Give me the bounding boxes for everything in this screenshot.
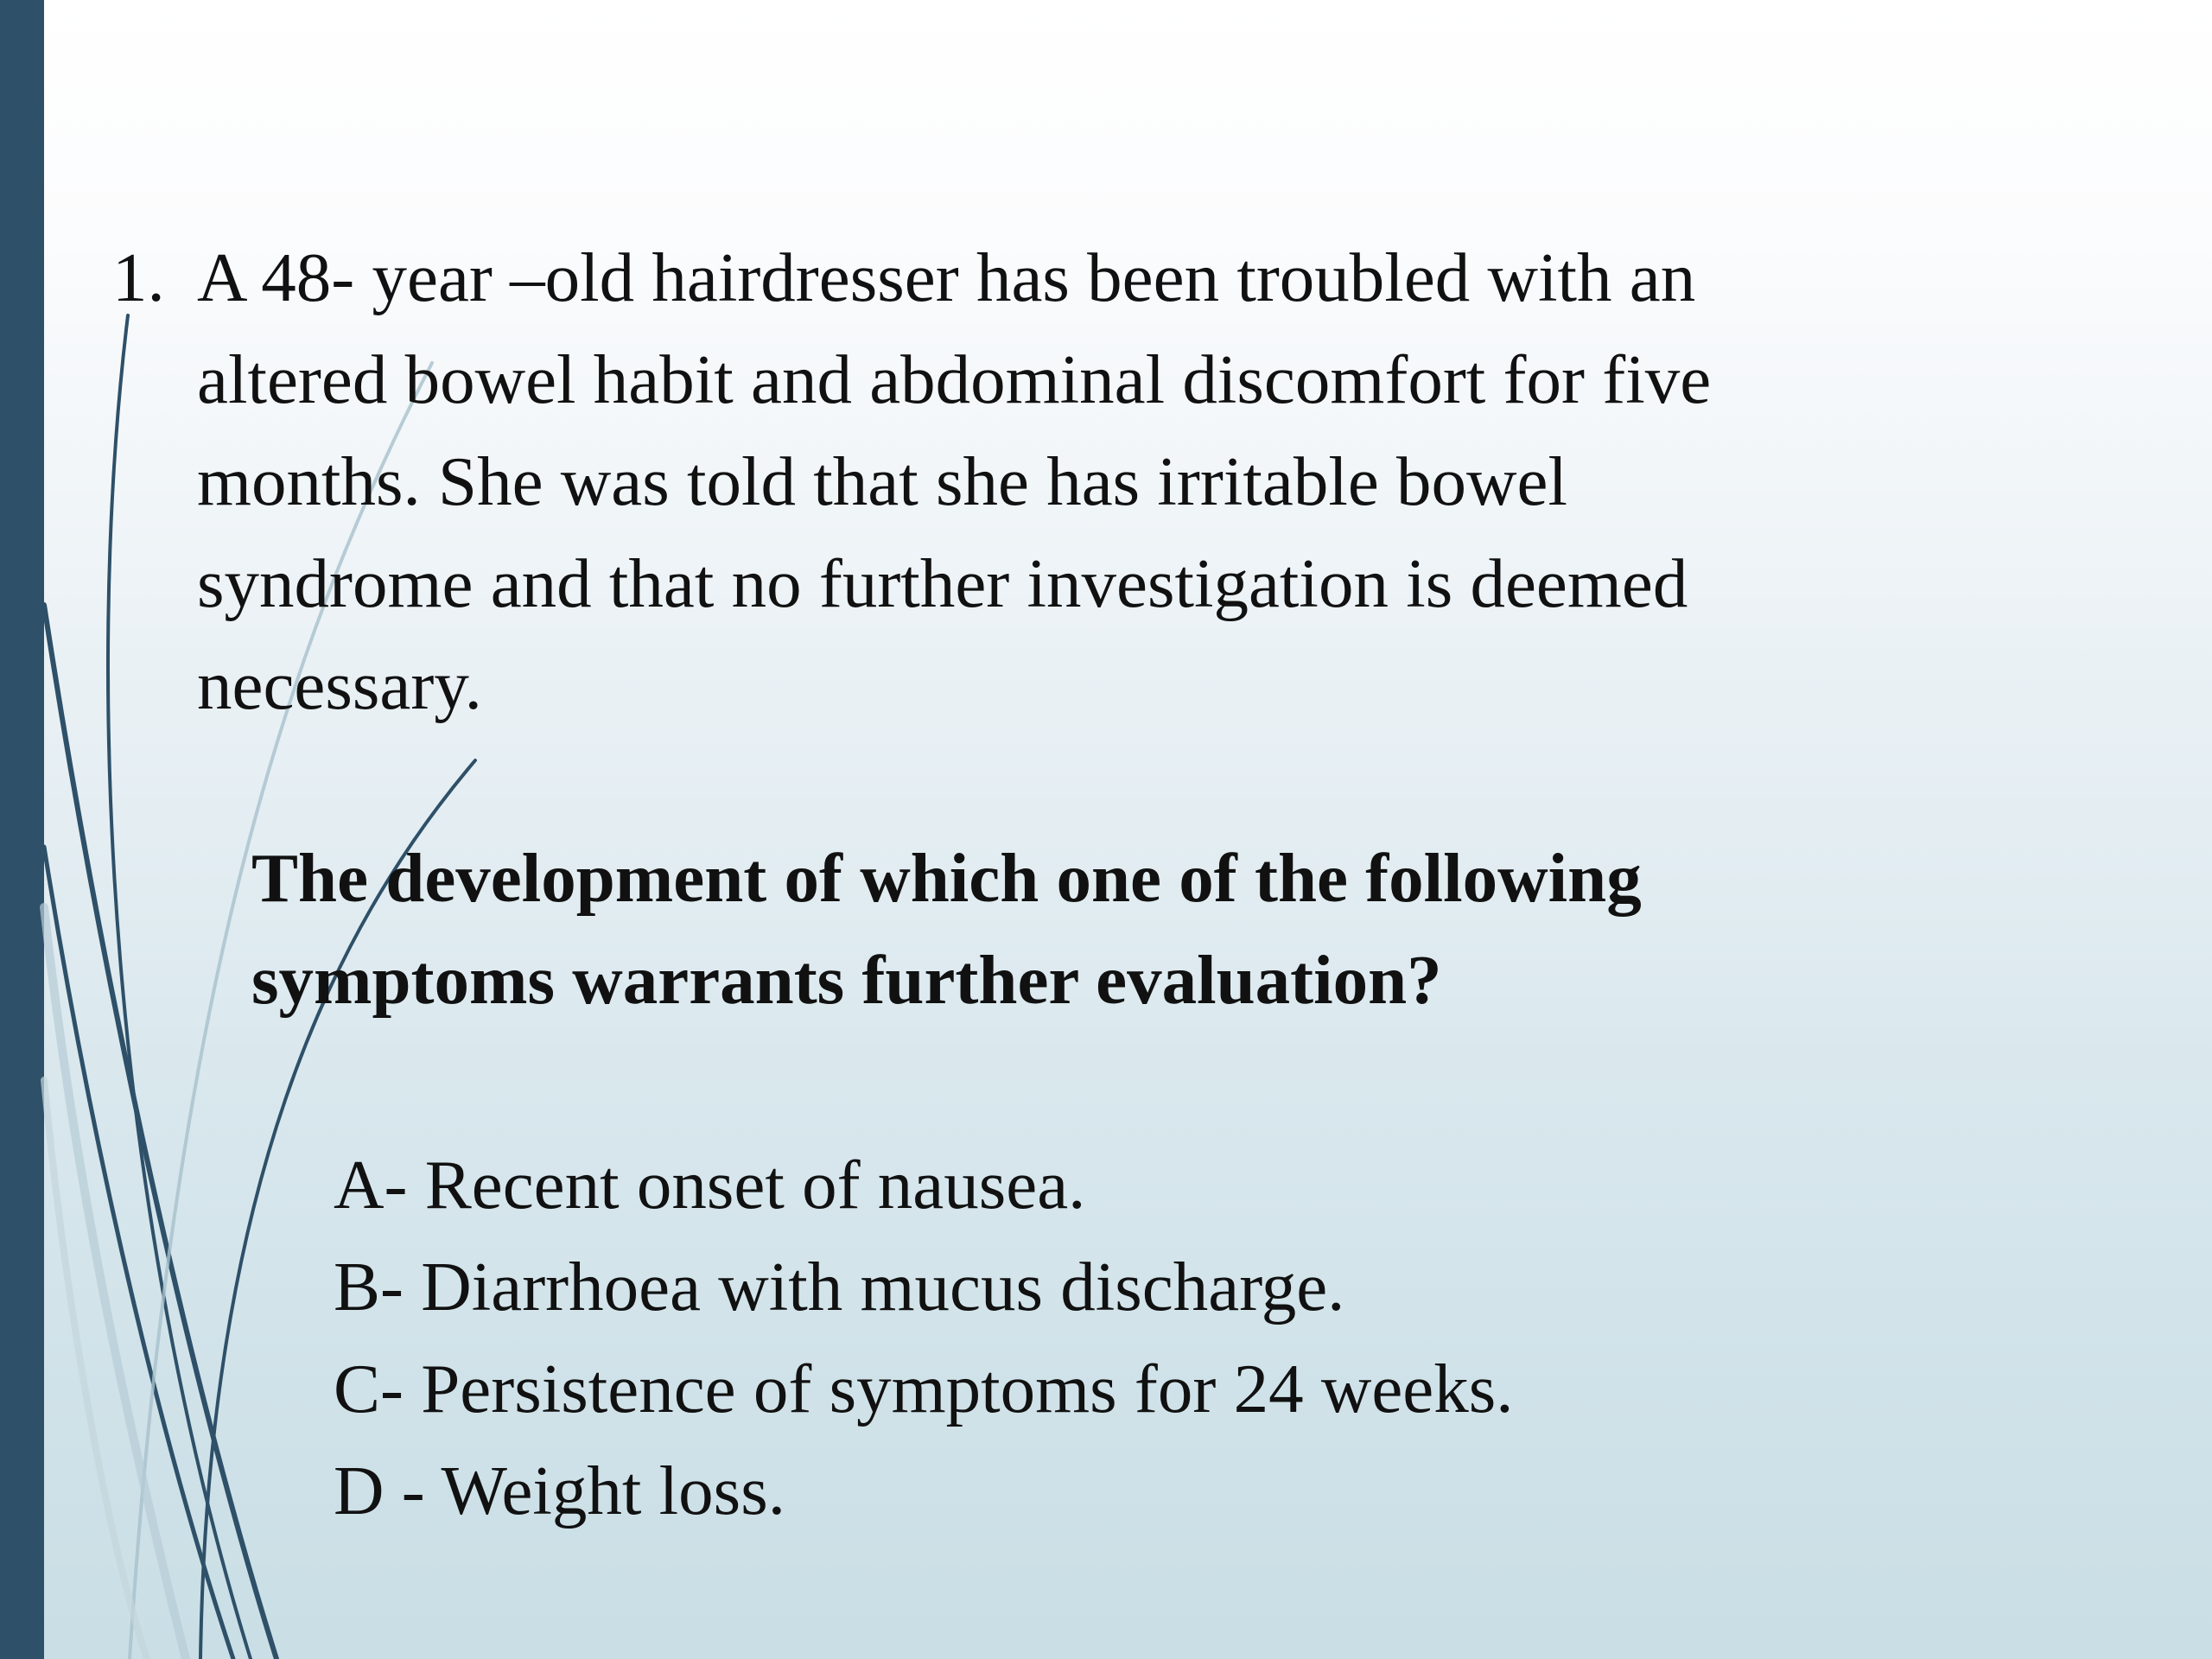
swoosh-line bbox=[44, 1080, 147, 1659]
option-d: D - Weight loss. bbox=[334, 1452, 785, 1529]
answer-options bbox=[334, 1134, 1889, 1541]
question-block bbox=[112, 226, 1858, 736]
question-stem: A 48- year –old hairdresser has been troubled with an altered bowel habit and abdominal discomfort for five months. She was told that she has irritable bowel syndrome and that no further investigation is deemed necessary. bbox=[197, 238, 1712, 724]
option-a: A- Recent onset of nausea. bbox=[334, 1146, 1086, 1224]
option-b: B- Diarrhoea with mucus discharge. bbox=[334, 1248, 1345, 1325]
option-c: C- Persistence of symptoms for 24 weeks. bbox=[334, 1350, 1514, 1427]
question-number: 1. bbox=[112, 238, 165, 316]
question-prompt: The development of which one of the following symptoms warrants further evaluation? bbox=[251, 839, 1642, 1019]
